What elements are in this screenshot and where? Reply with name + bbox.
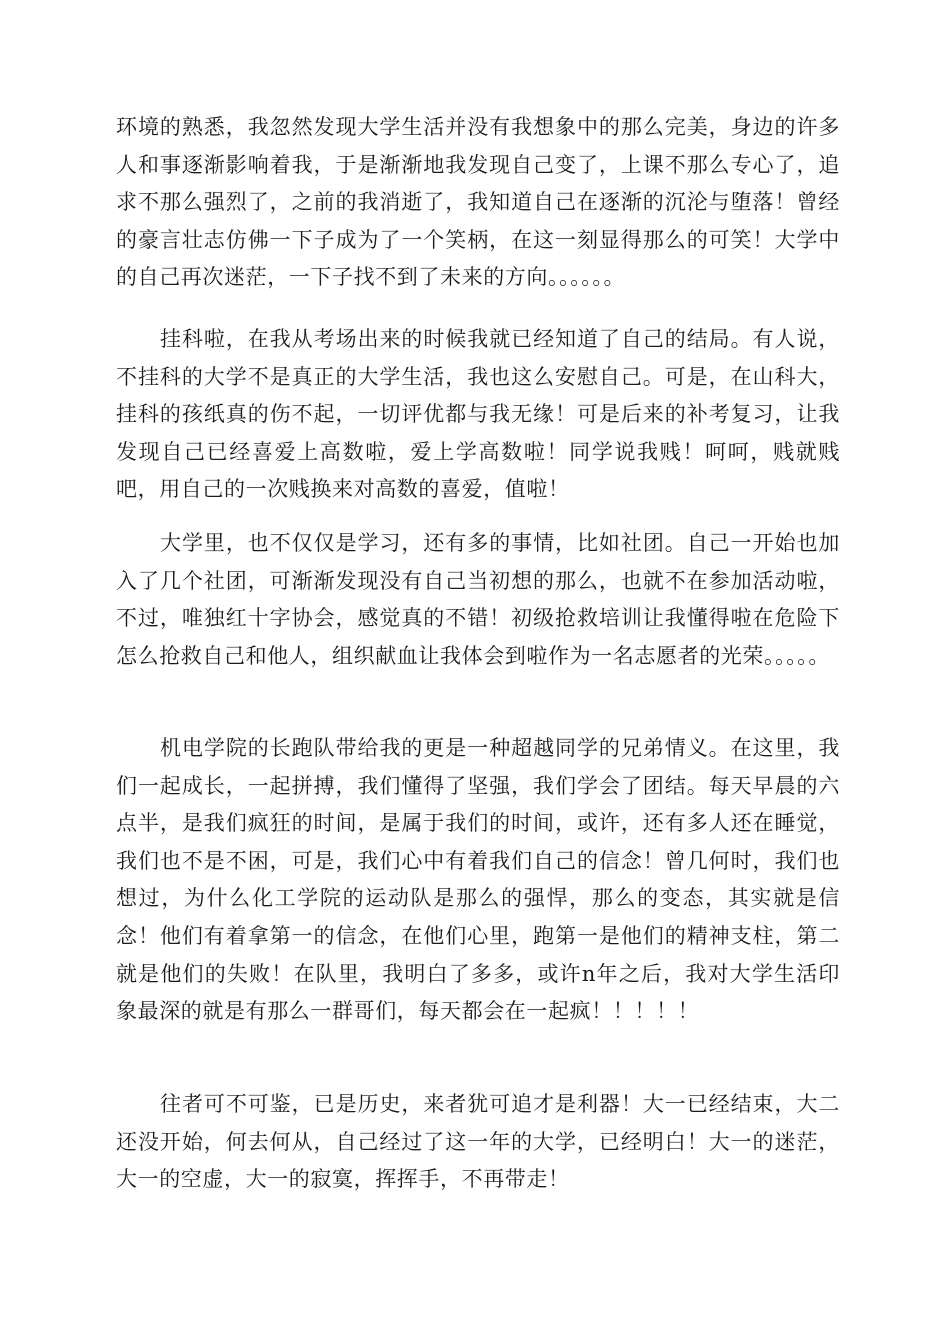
paragraph-4: 机电学院的长跑队带给我的更是一种超越同学的兄弟情义。在这里，我们一起成长，一起拼搏，我们懂得了坚强，我们学会了团结。每天早晨的六点半，是我们疯狂的时间，是属于我们的时间，或许，还有多人还在睡觉，我们也不是不困，可是，我们心中有着我们自己的信念！曾几何时，我们也想过，为什么化工学院的运动队是那么的强悍，那么的变态，其实就是信念！他们有着拿第一的信念，在他们心里，跑第一是他们的精神支柱，第二就是他们的失败！在队里，我明白了多多，或许n年之后，我对大学生活印象最深的就是有那么一群哥们，每天都会在一起疯！！！！！ [116, 736, 840, 1024]
paragraph-2: 挂科啦，在我从考场出来的时候我就已经知道了自己的结局。有人说，不挂科的大学不是真正的大学生活，我也这么安慰自己。可是，在山科大，挂科的孩纸真的伤不起，一切评优都与我无缘！可是后来的补考复习，让我发现自己已经喜爱上高数啦，爱上学高数啦！同学说我贱！呵呵，贱就贱吧，用自己的一次贱换来对高数的喜爱，值啦！ [116, 327, 840, 502]
paragraph-5: 往者可不可鉴，已是历史，来者犹可追才是利器！大一已经结束，大二还没开始，何去何从，自己经过了这一年的大学，已经明白！大一的迷茫，大一的空虚，大一的寂寞，挥挥手，不再带走！ [116, 1092, 840, 1192]
paragraph-1: 环境的熟悉，我忽然发现大学生活并没有我想象中的那么完美，身边的许多人和事逐渐影响着我，于是渐渐地我发现自己变了，上课不那么专心了，追求不那么强烈了，之前的我消逝了，我知道自己在逐渐的沉沦与堕落！曾经的豪言壮志仿佛一下子成为了一个笑柄，在这一刻显得那么的可笑！大学中的自己再次迷茫，一下子找不到了未来的方向。。。。。。 [116, 115, 840, 290]
paragraph-3: 大学里，也不仅仅是学习，还有多的事情，比如社团。自己一开始也加入了几个社团，可渐渐发现没有自己当初想的那么，也就不在参加活动啦，不过，唯独红十字协会，感觉真的不错！初级抢救培训让我懂得啦在危险下怎么抢救自己和他人，组织献血让我体会到啦作为一名志愿者的光荣。。。。。 [116, 531, 840, 668]
